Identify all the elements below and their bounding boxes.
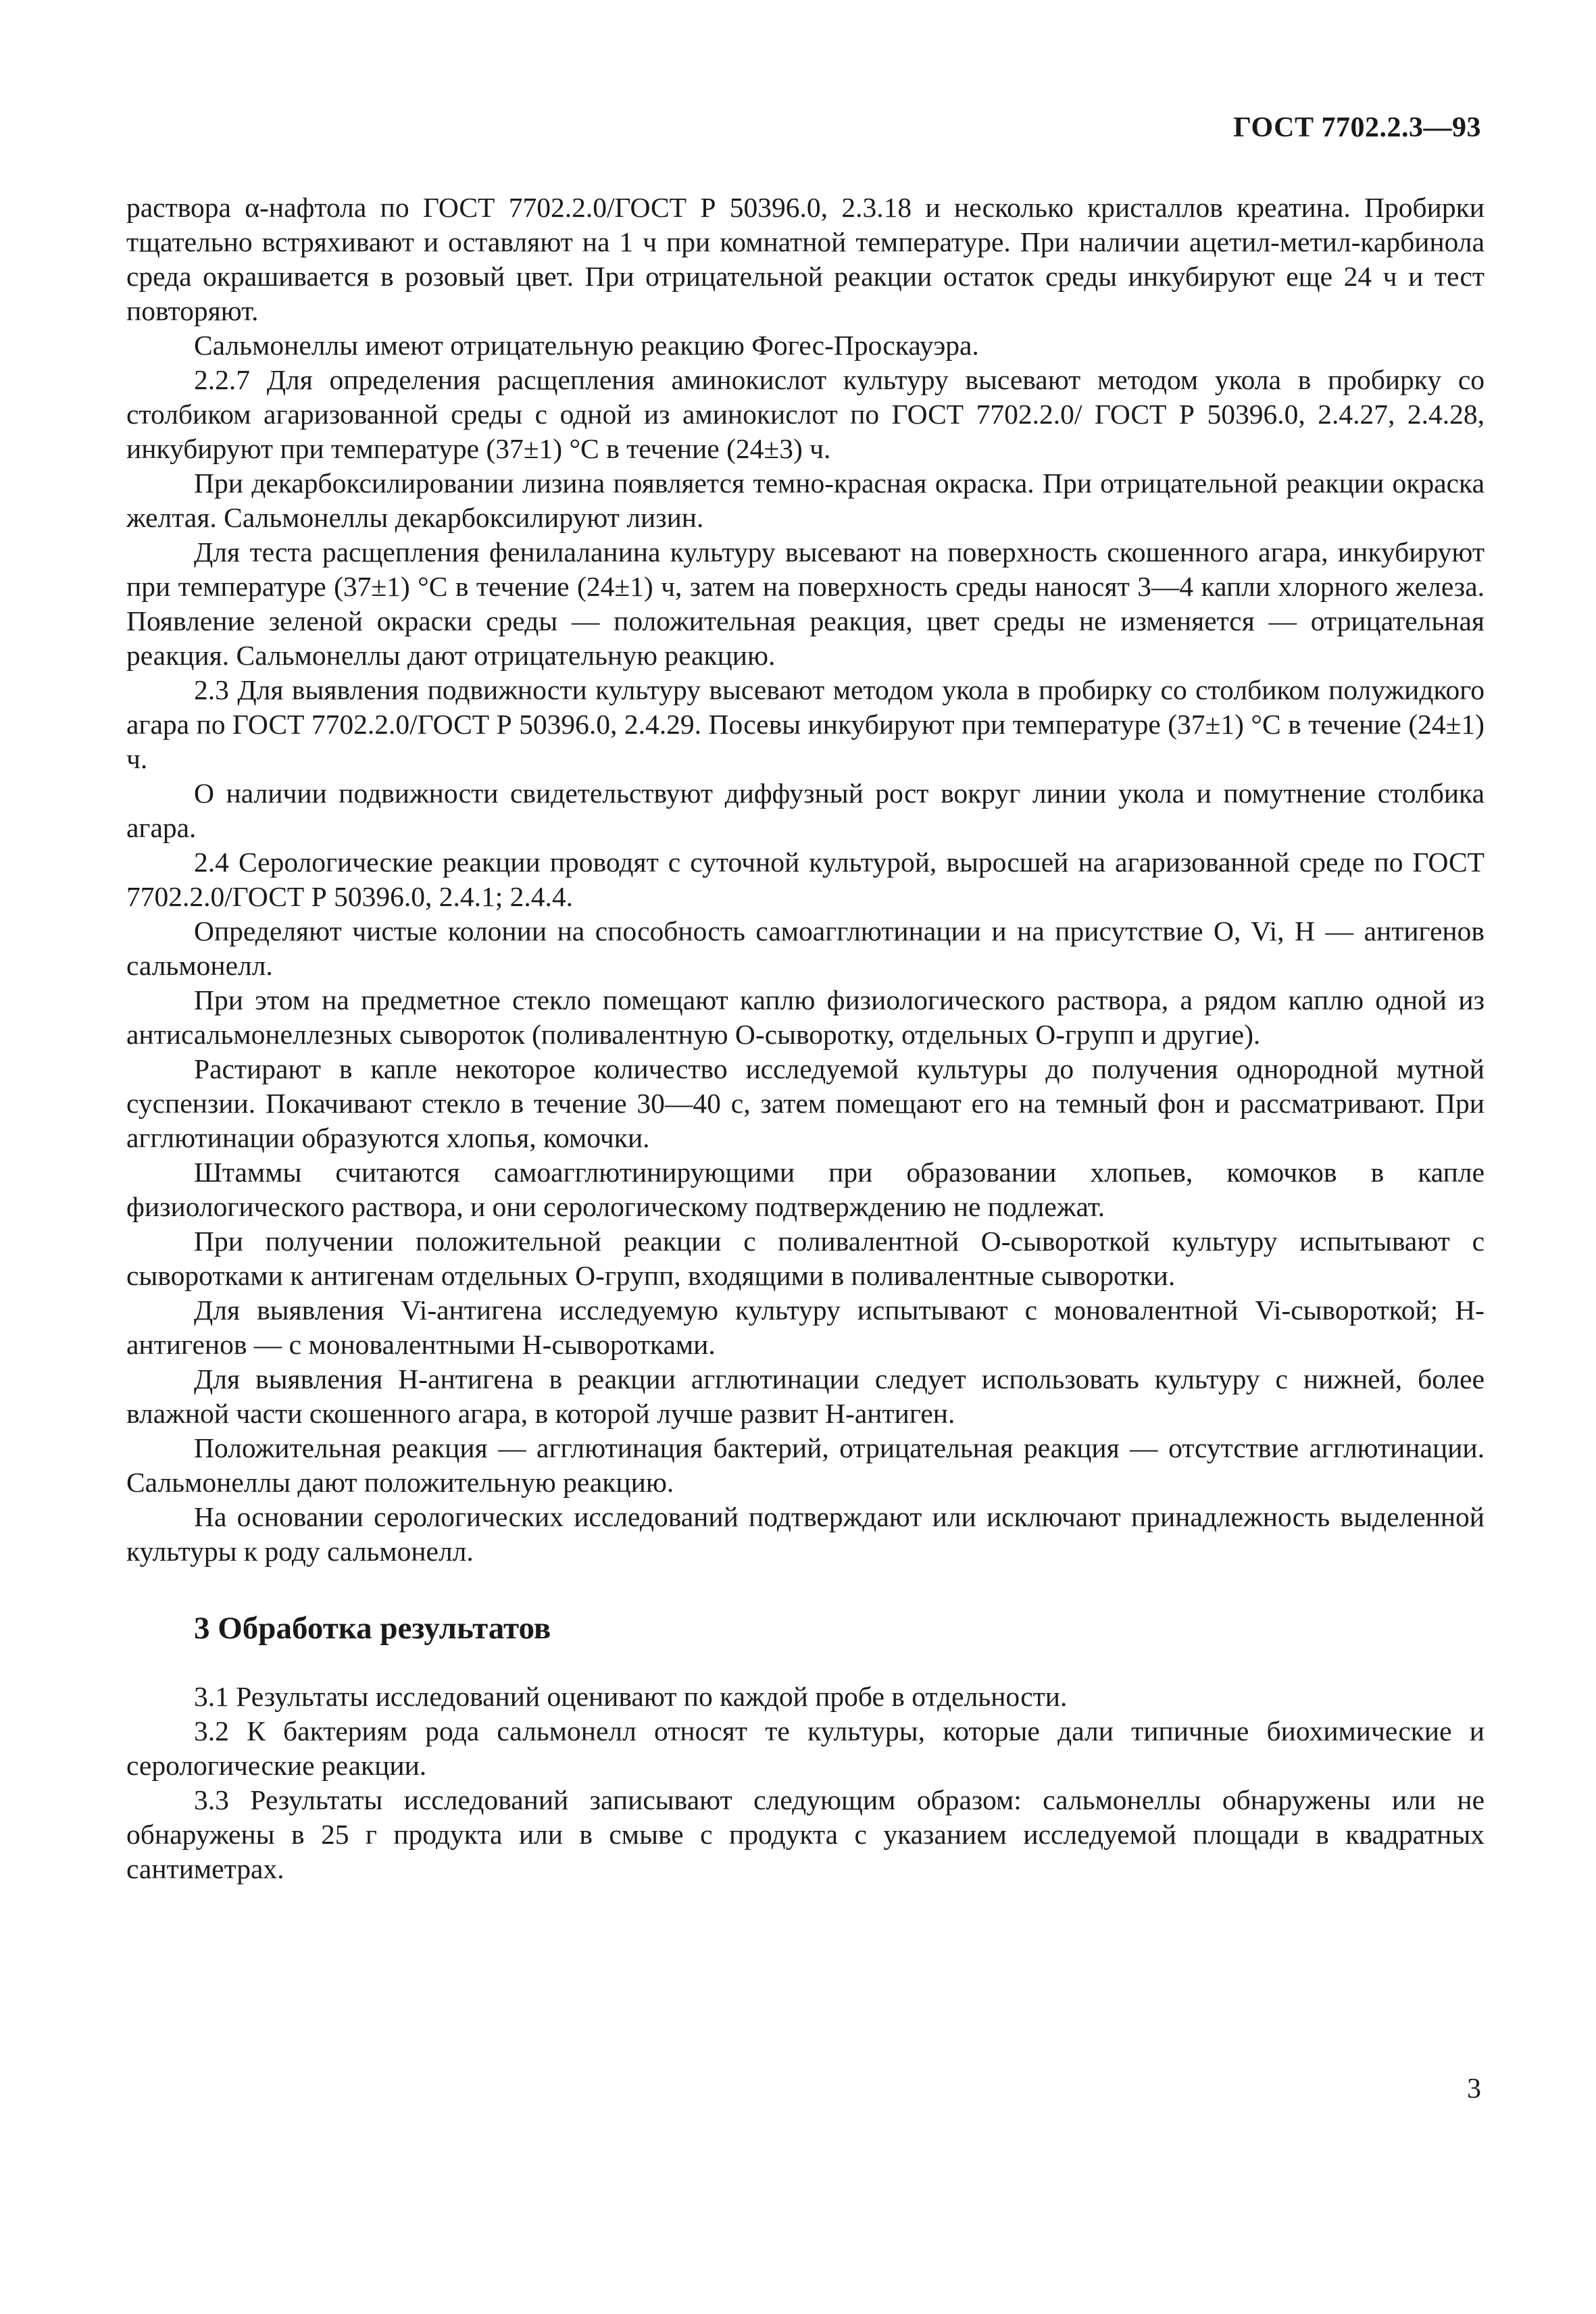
paragraph: На основании серологических исследований подтверждают или исключают принадлежность выделенной культуры к роду сальмонелл. <box>126 1501 1485 1567</box>
paragraph: Сальмонеллы имеют отрицательную реакцию Фогес-Проскауэра. <box>194 330 979 361</box>
paragraph: Для выявления Н-антигена в реакции агглютинации следует использовать культуру с нижней, более влажной части скошенного агара, в которой лучше развит Н-антиген. <box>126 1363 1485 1429</box>
paragraph: Штаммы считаются самоагглютинирующими при образовании хлопьев, комочков в капле физиологического раствора, и они серологическому подтверждению не подлежат. <box>126 1157 1485 1222</box>
paragraph: Положительная реакция — агглютинация бактерий, отрицательная реакция — отсутствие агглютинации. Сальмонеллы дают положительную реакцию. <box>126 1432 1485 1498</box>
paragraph: Для теста расщепления фенилаланина культуру высевают на поверхность скошенного агара, инкубируют при температуре (37±1) °С в течение (24±1) ч, затем на поверхность среды наносят 3—4 капли хлорного железа. Появление зеленой окраски среды — положительная реакция, цвет среды не изменяется — отрицательная реакция. Сальмонеллы дают отрицательную реакцию. <box>126 536 1485 671</box>
document-body <box>126 191 1485 1886</box>
paragraph: раствора α-нафтола по ГОСТ 7702.2.0/ГОСТ Р 50396.0, 2.3.18 и несколько кристаллов креатина. Пробирки тщательно встряхивают и оставляют на 1 ч при комнатной температуре. При наличии ацетил-метил-карбинола среда окрашивается в розовый цвет. При отрицательной реакции остаток среды инкубируют еще 24 ч и тест повторяют. <box>126 192 1485 326</box>
paragraph: 3.2 К бактериям рода сальмонелл относят те культуры, которые дали типичные биохимические и серологические реакции. <box>126 1715 1485 1781</box>
paragraph: При получении положительной реакции с поливалентной О-сывороткой культуру испытывают с сыворотками к антигенам отдельных О-групп, входящими в поливалентные сыворотки. <box>126 1226 1485 1291</box>
paragraph: 2.3 Для выявления подвижности культуру высевают методом укола в пробирку со столбиком полужидкого агара по ГОСТ 7702.2.0/ГОСТ Р 50396.0, 2.4.29. Посевы инкубируют при температуре (37±1) °С в течение (24±1) ч. <box>126 674 1485 774</box>
paragraph: Определяют чистые колонии на способность самоагглютинации и на присутствие O, Vi, H — антигенов сальмонелл. <box>126 915 1485 981</box>
section-heading: 3 Обработка результатов <box>194 1611 551 1646</box>
paragraph: 3.3 Результаты исследований записывают следующим образом: сальмонеллы обнаружены или не обнаружены в 25 г продукта или в смыве с продукта с указанием исследуемой площади в квадратных сантиметрах. <box>126 1784 1485 1884</box>
paragraph: Для выявления Vi-антигена исследуемую культуру испытывают с моновалентной Vi-сывороткой; Н-антигенов — с моновалентными Н-сыворотками. <box>126 1294 1485 1360</box>
paragraph: При этом на предметное стекло помещают каплю физиологического раствора, а рядом каплю одной из антисальмонеллезных сывороток (поливалентную О-сыворотку, отдельных О-групп и другие). <box>126 984 1485 1050</box>
document-header: ГОСТ 7702.2.3—93 <box>1233 112 1481 143</box>
paragraph: О наличии подвижности свидетельствуют диффузный рост вокруг линии укола и помутнение столбика агара. <box>126 778 1485 843</box>
paragraph: 2.4 Серологические реакции проводят с суточной культурой, выросшей на агаризованной среде по ГОСТ 7702.2.0/ГОСТ Р 50396.0, 2.4.1; 2.4.4. <box>126 847 1485 912</box>
page-number: 3 <box>1467 2073 1481 2105</box>
paragraph: 3.1 Результаты исследований оценивают по каждой пробе в отдельности. <box>194 1681 1068 1712</box>
paragraph: При декарбоксилировании лизина появляется темно-красная окраска. При отрицательной реакции окраска желтая. Сальмонеллы декарбоксилируют лизин. <box>126 468 1485 533</box>
paragraph: Растирают в капле некоторое количество исследуемой культуры до получения однородной мутной суспензии. Покачивают стекло в течение 30—40 с, затем помещают его на темный фон и рассматривают. При агглютинации образуются хлопья, комочки. <box>126 1053 1485 1153</box>
paragraph: 2.2.7 Для определения расщепления аминокислот культуру высевают методом укола в пробирку со столбиком агаризованной среды с одной из аминокислот по ГОСТ 7702.2.0/ ГОСТ Р 50396.0, 2.4.27, 2.4.28, инкубируют при температуре (37±1) °С в течение (24±3) ч. <box>126 364 1485 464</box>
